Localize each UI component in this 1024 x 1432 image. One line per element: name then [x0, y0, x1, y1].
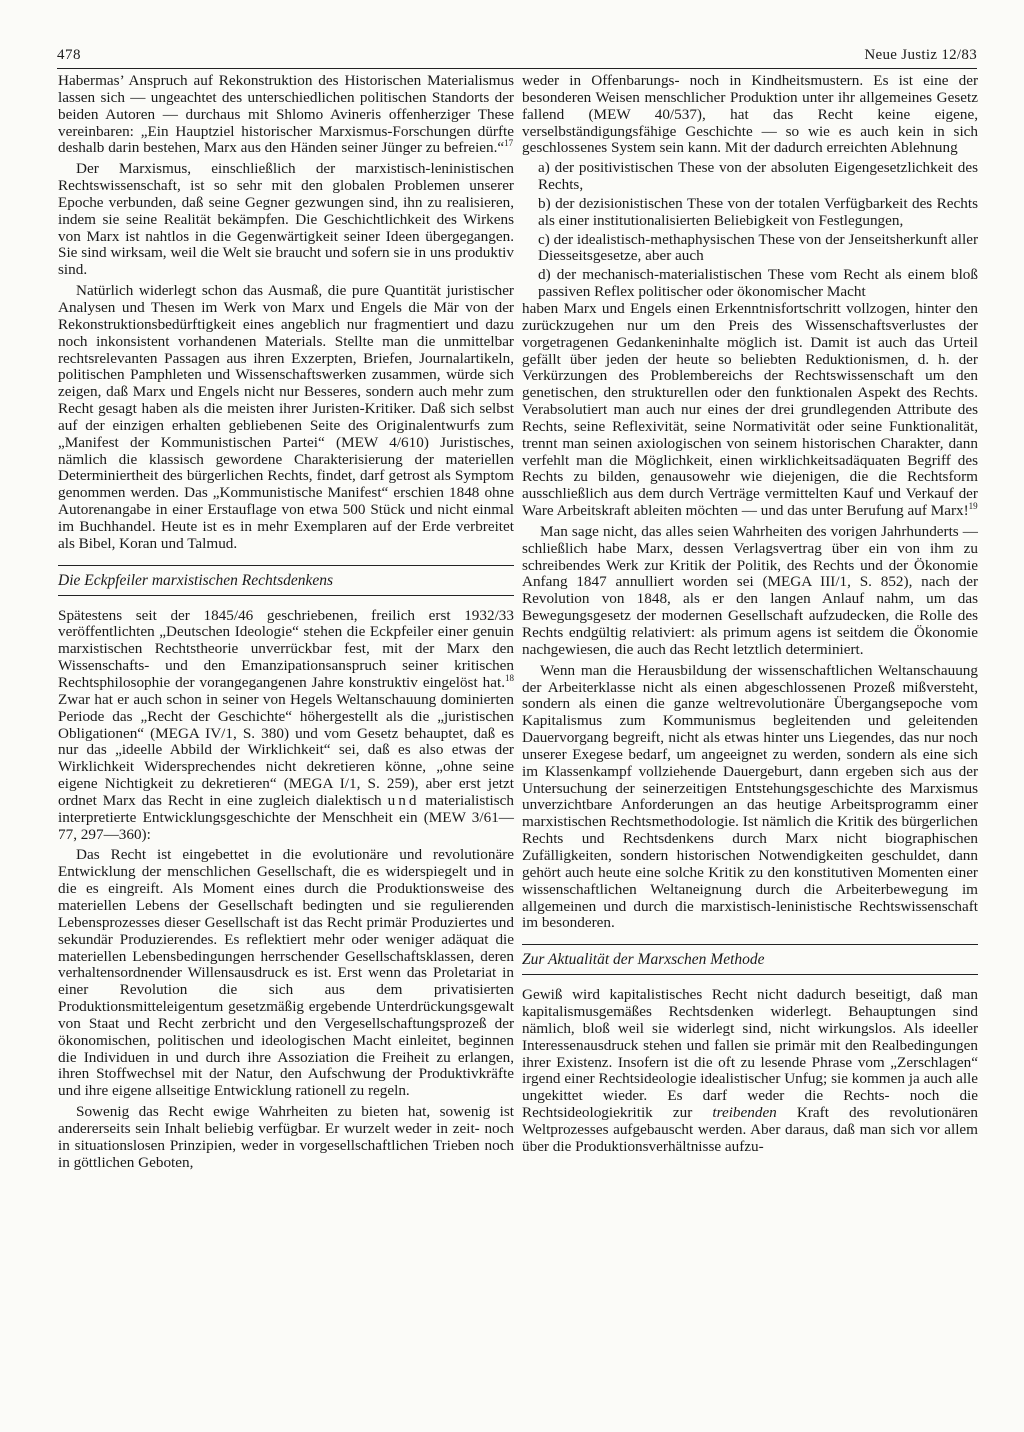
- paragraph: Spätestens seit der 1845/46 geschriebenen, freilich erst 1932/33 veröffentlichten „Deutschen Ideologie“ stehen die Eckpfeiler einer genuin marxistischen Rechtstheorie unverrückbar fest, mit der Marx den Wissenschafts- und den Emanzipationsanspruch seiner kritischen Rechtsphilosophie der vorangegangenen Jahre konstruktiv eingelöst hat.$^{18}$ Zwar hat er auch schon in seiner von Hegels Weltanschauung dominierten Periode das „Recht der Geschichte“ höhergestellt als die „juristischen Obligationen“ (MEGA IV/1, S. 380) und vom Gesetz behauptet, daß es nur das „ideelle Abbild der Wirklichkeit“ sei, daß es also etwas der Wirklichkeit Widersprechendes nicht dekretieren könne, „ohne seine eigene Nichtigkeit zu dekretieren“ (MEGA I/1, S. 259), aber erst jetzt ordnet Marx das Recht in eine zugleich dialektisch und materialistisch interpretierte Entwicklungsgeschichte der Menschheit ein (MEW 3/61—77, 297—360):: [58, 606, 514, 843]
- footnote-ref[interactable]: 18: [505, 672, 514, 683]
- paragraph: weder in Offenbarungs- noch in Kindheitsmustern. Es ist eine der besonderen Weisen menschlicher Produktion unter ihr allgemeines Gesetz fallend (MEW 40/537), hat das Recht keine eigene, verselbständigungsfähige Geschichte — so wie es auch kein in sich geschlossenes System sein kann. Mit der dadurch erreichten Ablehnung: [522, 72, 978, 157]
- paragraph: Habermas’ Anspruch auf Rekonstruktion des Historischen Materialismus lassen sich — ungeachtet des unterschiedlichen politischen Standorts der beiden Autoren — durchaus mit Shlomo Avineris offenherziger These vereinbaren: „Ein Hauptziel historischer Marxismus-Forschungen dürfte deshalb darin bestehen, Marx aus den Händen seiner Jünger zu befreien.“$^{17}$: [58, 72, 514, 157]
- list-item: c) der idealistisch-methaphysischen These von der Jenseitsherkunft aller Diesseitsgesetze, aber auch: [538, 230, 978, 265]
- paragraph: Man sage nicht, das alles seien Wahrheiten des vorigen Jahrhunderts — schließlich habe Marx, dessen Verlagsvertrag über ein von ihm zu schreibendes Werk zur Kritik der Politik, des Rechts und der Ökonomie Anfang 1847 annulliert worden sei (MEGA III/1, S. 852), nach der Revolution von 1848, als er den langen Anlauf nahm, um das Bewegungsgesetz der modernen Gesellschaft aufzudecken, die Rolle des Rechts endgültig relativiert: als primum agens ist seitdem die Ökonomie nachgewiesen, die auch das Recht letztlich determiniert.: [522, 522, 978, 658]
- paragraph: Wenn man die Herausbildung der wissenschaftlichen Weltanschauung der Arbeiterklasse nicht als einen abgeschlossenen Prozeß mißversteht, sondern als einen die ganze weltrevolutionäre Übergangsepoche vom Kapitalismus zum Kommunismus begleitenden und geleitenden Dauervorgang begreift, nicht als etwas hinter uns Liegendes, das nur noch unserer Exegese bedarf, um angeeignet zu werden, sondern als eine sich im Klassenkampf vollziehende Dauergeburt, dann ergeben sich aus der Untersuchung der seinerzeitigen Entstehungsgeschichte des Marxismus unverzichtbare Anforderungen an das heutige Arbeitsprogramm einer marxistischen Rechtsmethodologie. Ist nämlich die Kritik des bürgerlichen Rechts und Rechtsdenkens durch Marx nicht biographischen Zufälligkeiten, sondern historischen Notwendigkeiten geschuldet, dann gehört auch heute eine solche Kritik zu den konstitutiven Momenten einer wissenschaftlichen Weltaneignung durch die Arbeiterbewegung im allgemeinen und durch die marxistisch-leninistische Rechtswissenschaft im besonderen.: [522, 661, 978, 932]
- page-number: 478: [57, 47, 81, 63]
- section-heading: Die Eckpfeiler marxistischen Rechtsdenkens: [58, 565, 514, 596]
- footnote-ref[interactable]: 17: [504, 138, 514, 149]
- left-column: [58, 73, 514, 1171]
- paragraph: Gewiß wird kapitalistisches Recht nicht dadurch beseitigt, daß man kapitalismusgemäßes Rechtsdenken widerlegt. Behauptungen sind nämlich, bloß weil sie widerlegt sind, nicht wirkungslos. Als ideeller Interessenausdruck stehen und fallen sie primär mit den Realbedingungen ihrer Existenz. Insofern ist die oft zu lesende Phrase vom „Zerschlagen“ irgend einer Rechtsideologie idealistischer Unfug; sie kommen ja auch alle ungekittet wieder. Es darf weder die Rechts- noch die Rechtsideologiekritik zur treibenden Kraft des revolutionären Weltprozesses aufgebauscht werden. Aber daraus, daß man sich vor allem über die Produktionsverhältnisse aufzu-: [522, 986, 978, 1155]
- paragraph: haben Marx und Engels einen Erkenntnisfortschritt vollzogen, hinter den zurückzugehen nur um den Preis des Wissenschaftsverlustes der vorgetragenen Gedankeninhalte möglich ist. Damit ist auch das Urteil gefällt über jeden der heute so beliebten Reduktionismen, d. h. der Verkürzungen des Problembereichs der Rechtswissenschaft um den genetischen, den strukturellen oder den funktionalen Aspekt des Rechts. Verabsolutiert man auch nur eines der drei grundlegenden Attribute des Rechts, seine Reflexivität, seine Normativität oder seine Funktionalität, trennt man seinen axiologischen von seinem historischen Charakter, dann verfehlt man die Möglichkeit, einen wirklichkeitsadäquaten Begriff des Rechts zu bilden, genausowehr wie diejenigen, die die Rechtsform ausschließlich aus dem durch Verträge vermittelten Kauf und Verkauf der Ware Arbeitskraft ableiten möchten — und das unter Berufung auf Marx!$^{19}$: [522, 299, 978, 520]
- footnote-ref[interactable]: 19: [968, 501, 978, 512]
- paragraph: Sowenig das Recht ewige Wahrheiten zu bieten hat, sowenig ist andererseits sein Inhalt beliebig verfügbar. Er wurzelt weder in zeit- noch in situationslosen Prinzipien, weder in vorgesellschaftlichen Trieben noch in göttlichen Geboten,: [58, 1103, 514, 1171]
- paragraph: Das Recht ist eingebettet in die evolutionäre und revolutionäre Entwicklung der menschlichen Gesellschaft, die es widerspiegelt und in die es eingreift. Als Moment eines durch die Produktionsweise des materiellen Lebens der Gesellschaft bedingten und sie regulierenden Lebensprozesses dieser Gesellschaft ist das Recht primär Produziertes und sekundär Produzierendes. Es reflektiert mehr oder weniger adäquat die materiellen Lebensbedingungen herrschender Gesellschaftsklassen, deren verhaltensordnender Willensausdruck es ist. Erst wenn das Proletariat in einer Revolution die sich aus dem privatisierten Produktionsmitteleigentum gesetzmäßig ergebende Unterdrückungsgewalt von Staat und Recht zerbricht und den Vergesellschaftungsprozeß der ökonomischen, politischen und ideologischen Macht einleitet, beginnen die Individuen in und durch ihre Assoziation die Freiheit zu erlangen, ihren Stoffwechsel mit der Natur, den Aufschwung der Produktivkräfte und ihre eigene allseitige Entwicklung rationell zu regeln.: [58, 846, 514, 1100]
- list-item: a) der positivistischen These von der absoluten Eigengesetzlichkeit des Rechts,: [538, 159, 978, 194]
- list-item: d) der mechanisch-materialistischen These vom Recht als einem bloß passiven Reflex politischer oder ökonomischer Macht: [538, 266, 978, 301]
- header-rule: [57, 68, 977, 69]
- paragraph: Natürlich widerlegt schon das Ausmaß, die pure Quantität juristischer Analysen und Thesen im Werk von Marx und Engels die Mär von der Rekonstruktionsbedürftigkeit eines angeblich nur fragmentiert und dazu noch inkonsistent vorhandenen Materials. Stellte man die unmittelbar rechtsrelevanten Passagen aus ihren Exzerpten, Briefen, Journalartikeln, politischen Pamphleten und Wissenschaftswerken zusammen, würde sich zeigen, daß Marx und Engels nicht nur Besseres, sondern auch mehr zum Recht gesagt haben als die meisten ihrer Juristen-Kritiker. Daß sich selbst auf der einzigen erhalten gebliebenen Seite des Originalentwurfs zum „Manifest der Kommunistischen Partei“ (MEW 4/610) Juristisches, nämlich die klassisch gewordene Charakterisierung der materiellen Determiniertheit des bürgerlichen Rechts, findet, darf getrost als Symptom genommen werden. Das „Kommunistische Manifest“ erschien 1848 ohne Autorenangabe in einer Erstauflage von etwa 500 Stück und nicht einmal im Buchhandel. Heute ist es in mehr Exemplaren auf der Erde verbreitet als Bibel, Koran und Talmud.: [58, 282, 514, 552]
- journal-issue: Neue Justiz 12/83: [864, 47, 977, 63]
- section-heading: Zur Aktualität der Marxschen Methode: [522, 944, 978, 975]
- thesis-list: [522, 160, 978, 301]
- right-column: [522, 73, 978, 1156]
- paragraph: Der Marxismus, einschließlich der marxistisch-leninistischen Rechtswissenschaft, ist so sehr mit den globalen Problemen unserer Epoche verbunden, daß seine Gegner gezwungen sind, ihn zu realisieren, indem sie seine Realität bekämpfen. Die Geschichtlichkeit des Wirkens von Marx ist nahtlos in die Gegenwärtigkeit seiner Ideen übergegangen. Sie sind wirksam, weil die Welt sie braucht und sofern sie in uns produktiv sind.: [58, 160, 514, 279]
- list-item: b) der dezisionistischen These von der totalen Verfügbarkeit des Rechts als einer institutionalisierten Beliebigkeit von Festlegungen,: [538, 194, 978, 229]
